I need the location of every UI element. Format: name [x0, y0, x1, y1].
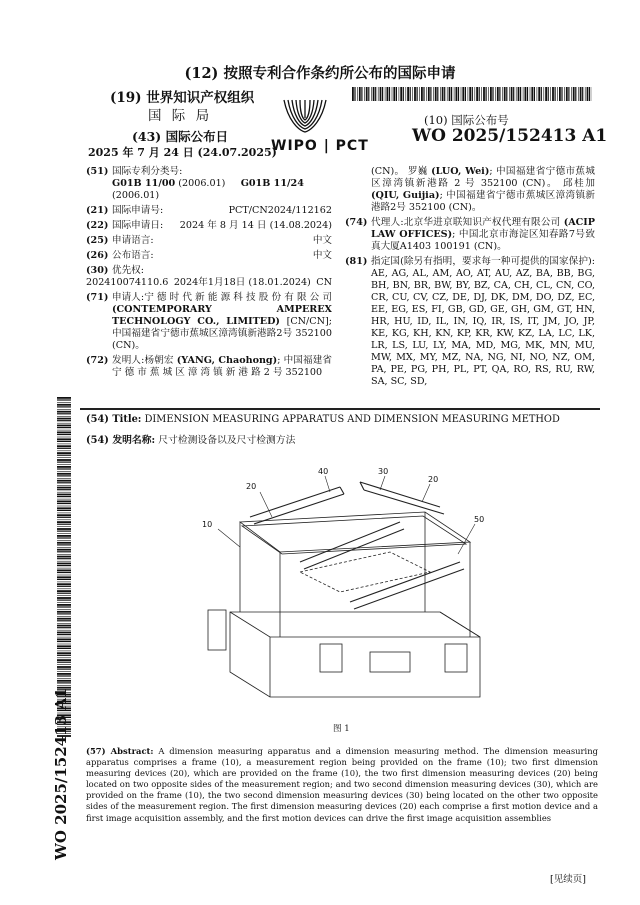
organization-name: (19) 世界知识产权组织	[110, 90, 255, 106]
english-title: (54) Title: DIMENSION MEASURING APPARATUS AND DIMENSION MEASURING METHOD	[86, 414, 560, 425]
field-81: (81) 指定国(除另有指明，要求每一种可提供的国家保护): AE, AG, AL, AM, AO, AT, AU, AZ, BA, BB, BG, BH, BN, BR, BW, BY, BZ, CA, CH, CL, CN, CO, CR, CU, CV, CZ, DE, DJ, DK, DM, DO, DZ, EC, EE, EG, ES, FI, GB, GD, GE, GH, GM, GT, HN, HR, HU, ID, IL, IN, IQ, IR, IS, IT, JM, JO, JP, KE, KG, KH, KN, KP, KR, KW, KZ, LA, LC, LK, LR, LS, LU, LY, MA, MD, MG, MK, MN, MU, MW, MX, MY, MZ, NA, NG, NI, NO, NZ, OM, PA, PE, PG, PH, PL, PT, QA, RO, RS, RU, RW, SA, SC, SD,	[345, 256, 595, 387]
publication-date-label: (43) 国际公布日	[132, 129, 229, 144]
field-25: (25) 申请语言: 中文	[86, 235, 332, 246]
publication-date: 2025 年 7 月 24 日 (24.07.2025)	[88, 146, 277, 159]
field-30: (30) 优先权: 202410074110.6 2024年1月18日 (18.01.2024) CN	[86, 265, 332, 288]
continued-note: [见续页]	[550, 874, 586, 885]
chinese-title: (54) 发明名称: 尺寸检测设备以及尺寸检测方法	[86, 435, 296, 446]
field-26: (26) 公布语言: 中文	[86, 250, 332, 261]
section-divider	[80, 408, 600, 410]
ref-label-30: 30	[378, 467, 389, 476]
field-22: (22) 国际申请日: 2024 年 8 月 14 日 (14.08.2024)	[86, 220, 332, 231]
bureau-name: 国 际 局	[148, 108, 213, 124]
apparatus-drawing	[190, 462, 500, 707]
field-74: (74) 代理人:北京华进京联知识产权代理有限公司 (ACIP LAW OFFICES); 中国北京市海淀区知春路7号致真大厦A1403 100191 (CN)。	[345, 217, 596, 252]
ref-label-20-left: 20	[246, 482, 257, 491]
base-cabinet	[230, 612, 480, 697]
publication-number-label: (10) 国际公布号	[424, 113, 509, 127]
bibliographic-right-column	[345, 166, 595, 391]
inventors-continued: (CN)。 罗巍 (LUO, Wei); 中国福建省宁德市蕉城区漳湾镇新港路 2 号 352100 (CN)。 邱桂加 (QIU, Guijia); 中国福建省宁德市蕉城区漳湾镇新港路2号 352100 (CN)。	[371, 166, 595, 213]
ref-label-40: 40	[318, 467, 329, 476]
abstract: (57) Abstract: A dimension measuring apparatus and a dimension measuring method. The dimension measuring apparatus comprises a frame (10), a measurement region being provided on the frame (10); two first dimension measuring devices (20), which are provided on the frame (10), the two first dimension measuring devices (20) being located on two opposite sides of the measurement region; and two second dimension measuring devices (30), which are provided on the frame (10), the two second dimension measuring devices (30) being located on the other two opposite sides of the measurement region. The first dimension measuring devices (20) each comprise a first motion device and a first image acquisition assembly, and the first motion devices can drive the first image acquisition assemblies	[86, 746, 598, 823]
ref-label-50: 50	[474, 515, 485, 524]
field-72: (72) 发明人:杨朝宏 (YANG, Chaohong); 中国福建省宁 德 市 蕉 城 区 漳 湾 镇 新 港 路 2 号 352100	[86, 355, 332, 378]
wipo-logo-icon	[278, 96, 332, 138]
side-publication-number: WO 2025/152413 A1	[52, 687, 70, 860]
figure-reference-labels	[202, 467, 484, 529]
field-51: (51) 国际专利分类号: G01B 11/00 (2006.01) G01B 11/24 (2006.01)	[86, 166, 304, 201]
top-barcode	[352, 87, 592, 101]
ref-label-20-right: 20	[428, 475, 439, 484]
field-21: (21) 国际申请号: PCT/CN2024/112162	[86, 205, 332, 216]
bibliographic-left-column	[86, 166, 332, 382]
publication-number: WO 2025/152413 A1	[412, 126, 608, 146]
ref-label-10: 10	[202, 520, 213, 529]
side-barcode	[57, 397, 71, 737]
wipo-logo-text: WIPO | PCT	[271, 138, 369, 154]
document-title: (12) 按照专利合作条约所公布的国际申请	[184, 65, 456, 82]
figure-caption: 图 1	[333, 724, 350, 734]
field-71: (71) 申请人:宁 德 时 代 新 能 源 科 技 股 份 有 限 公 司 (CONTEMPORARY AMPEREX TECHNOLOGY CO., LIMITED) [CN/CN]; 中国福建省宁德市蕉城区漳湾镇新港路2号 352100 (CN)。	[86, 292, 333, 351]
